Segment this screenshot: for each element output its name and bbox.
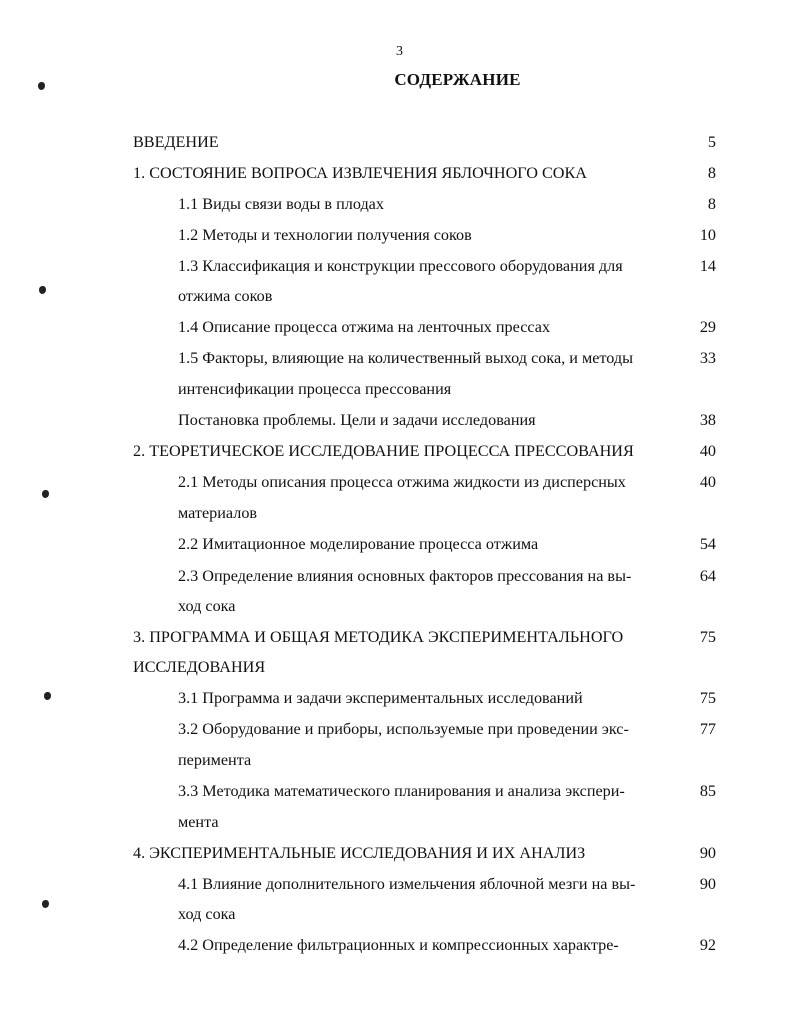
toc-entry-text: ВВЕДЕНИЕ — [133, 133, 219, 151]
toc-entry-page: 8 — [707, 195, 716, 213]
toc-entry-text-continued: мента — [178, 813, 219, 831]
toc-entry-text: 3.2 Оборудование и приборы, используемые при проведении экс- — [178, 720, 629, 738]
toc-entry-text: 3.3 Методика математического планирования и анализа экспери- — [178, 782, 625, 800]
toc-entry-page: 29 — [699, 318, 716, 336]
toc-entry-page: 85 — [699, 782, 716, 800]
toc-entry-text-continued: перимента — [178, 751, 252, 769]
toc-entry-text: 3.1 Программа и задачи экспериментальных исследований — [178, 689, 583, 707]
toc-entry-text-continued: ИССЛЕДОВАНИЯ — [133, 658, 266, 676]
toc-entry-page: 10 — [699, 226, 716, 244]
toc-entry-text: 2.1 Методы описания процесса отжима жидкости из дисперсных — [178, 473, 626, 491]
toc-entry-page: 64 — [699, 567, 716, 585]
page-number: 3 — [396, 44, 403, 59]
toc-entry-page: 5 — [707, 133, 716, 151]
toc-entry-text: 2.3 Определение влияния основных факторов прессования на вы- — [178, 567, 632, 585]
toc-entry-text-continued: отжима соков — [178, 287, 273, 305]
toc-entry-text: 1.1 Виды связи воды в плодах — [178, 195, 384, 213]
toc-entry-text-continued: ход сока — [178, 905, 236, 923]
toc-entry-text: 1.4 Описание процесса отжима на ленточных прессах — [178, 318, 551, 336]
toc-entry-text: 4.1 Влияние дополнительного измельчения яблочной мезги на вы- — [178, 875, 636, 893]
toc-entry-text: 1. СОСТОЯНИЕ ВОПРОСА ИЗВЛЕЧЕНИЯ ЯБЛОЧНОГО СОКА — [133, 164, 587, 182]
toc-entry-text: 1.2 Методы и технологии получения соков — [178, 226, 472, 244]
toc-entry-text: Постановка проблемы. Цели и задачи исследования — [178, 411, 536, 429]
toc-entry-page: 92 — [699, 936, 716, 954]
toc-entry-text-continued: материалов — [178, 504, 258, 522]
toc-entry-page: 75 — [699, 628, 716, 646]
toc-entry-page: 40 — [699, 442, 716, 460]
page-title: СОДЕРЖАНИЕ — [394, 70, 521, 89]
toc-entry-text: 2. ТЕОРЕТИЧЕСКОЕ ИССЛЕДОВАНИЕ ПРОЦЕССА ПРЕССОВАНИЯ — [133, 442, 634, 460]
toc-entry-text: 4. ЭКСПЕРИМЕНТАЛЬНЫЕ ИССЛЕДОВАНИЯ И ИХ АНАЛИЗ — [133, 844, 586, 862]
toc-entry-page: 75 — [699, 689, 716, 707]
toc-entry-page: 90 — [699, 844, 716, 862]
toc-entry-page: 40 — [699, 473, 716, 491]
toc-entry-text: 1.5 Факторы, влияющие на количественный выход сока, и методы — [178, 349, 634, 367]
toc-entry-text: 1.3 Классификация и конструкции прессового оборудования для — [178, 257, 623, 275]
toc-entry-page: 54 — [699, 535, 716, 553]
toc-entry-page: 77 — [699, 720, 716, 738]
toc-entry-text: 2.2 Имитационное моделирование процесса отжима — [178, 535, 539, 553]
toc-entry-text-continued: интенсификации процесса прессования — [178, 380, 452, 398]
toc-entry-page: 90 — [699, 875, 716, 893]
toc-entry-text: 4.2 Определение фильтрационных и компрессионных характре- — [178, 936, 619, 954]
toc-entry-text: 3. ПРОГРАММА И ОБЩАЯ МЕТОДИКА ЭКСПЕРИМЕНТАЛЬНОГО — [133, 628, 624, 646]
toc-entry-text-continued: ход сока — [178, 597, 236, 615]
toc-entry-page: 8 — [707, 164, 716, 182]
toc-entry-page: 14 — [699, 257, 716, 275]
toc-entry-page: 38 — [699, 411, 716, 429]
toc-entry-page: 33 — [699, 349, 716, 367]
